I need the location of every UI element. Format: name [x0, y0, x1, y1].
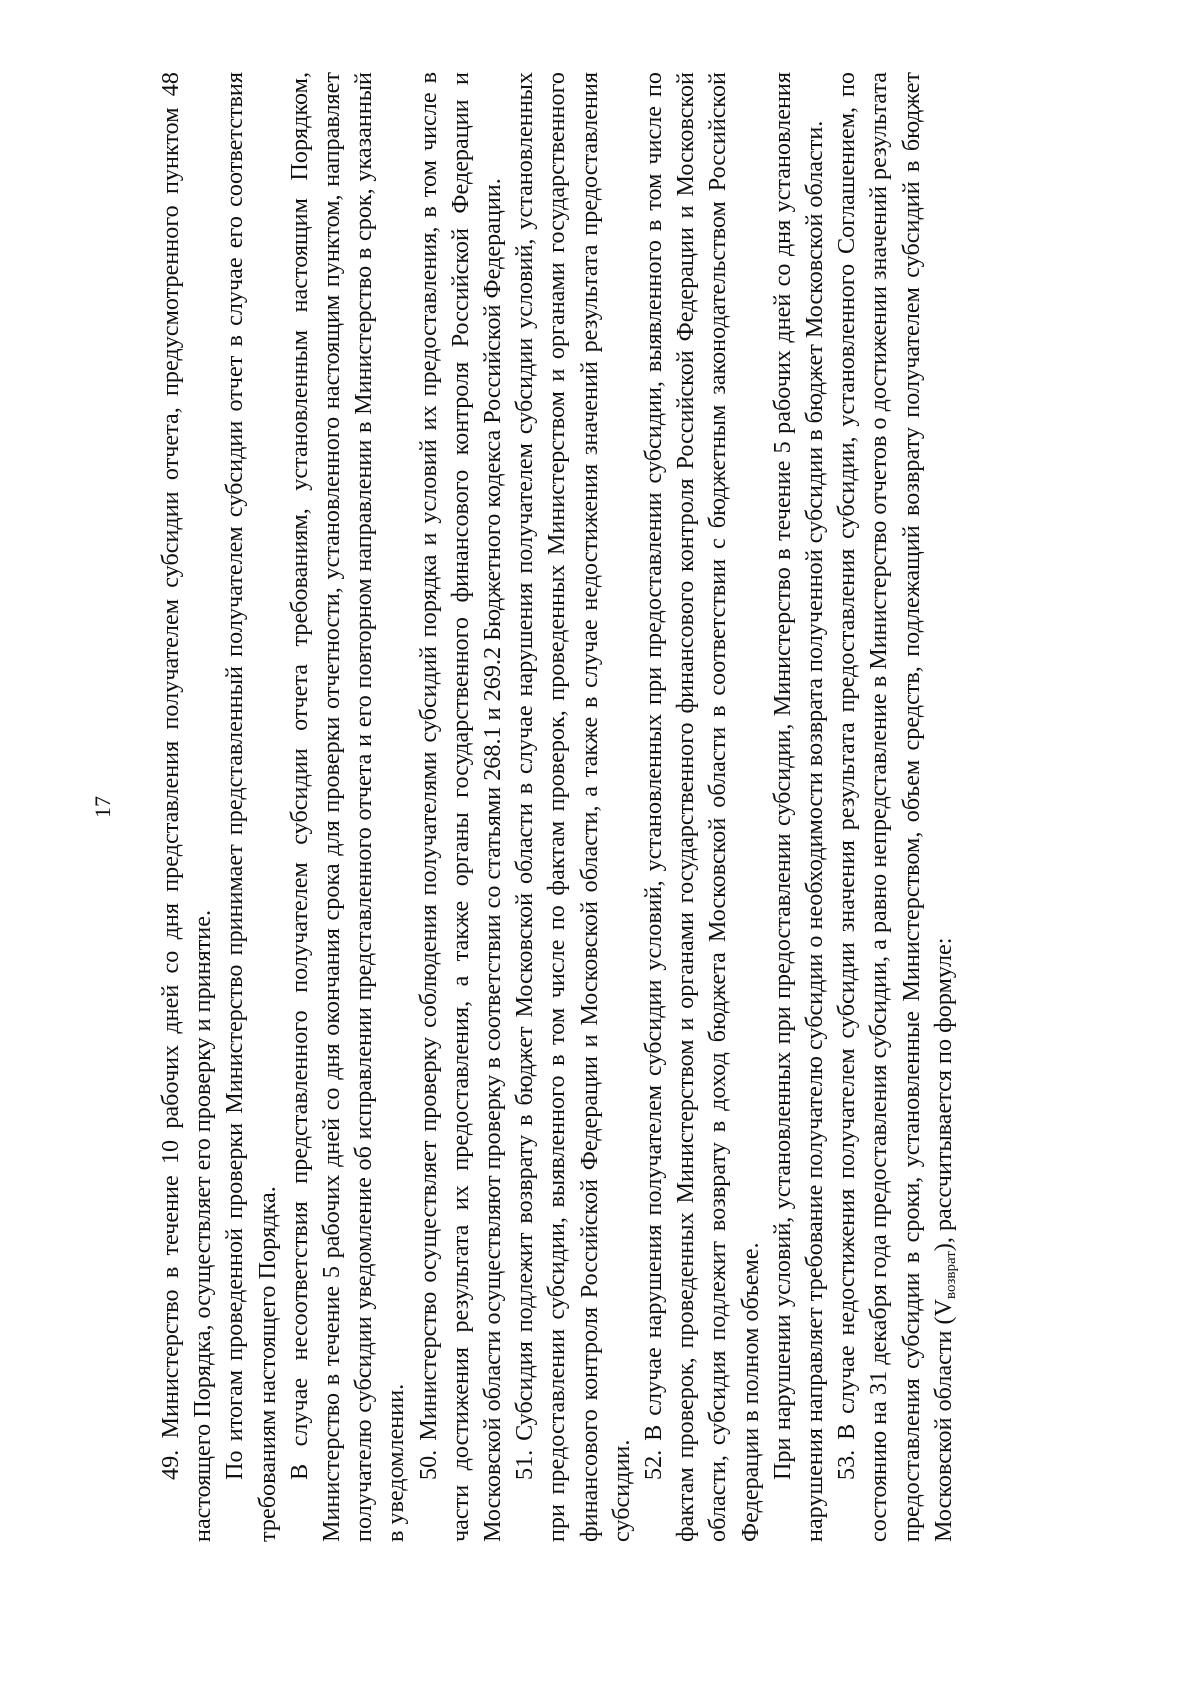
- paragraph-52-violation: При нарушении условий, установленных при предоставлении субсидии, Министерство в течение 5 рабочих дней со дня установления нарушения направляет требование получателю субсидии о необходимости возврата полученной субсидии в бюджет Московской области.: [768, 72, 829, 1542]
- paragraph-50: 50. Министерство осуществляет проверку соблюдения получателями субсидий порядка и условий их предоставления, в том числе в части достижения результата их предоставления, а также органы государственного финансового контроля Российской Федерации и Московской области осуществляют проверку в соответствии со статьями 268.1 и 269.2 Бюджетного кодекса Российской Федерации.: [414, 72, 507, 1542]
- paragraph-53-text-before: 53. В случае недостижения получателем субсидии значения результата предоставления субсидии, установленного Соглашением, по состоянию на 31 декабря года предоставления субсидии, а равно непредставление в Министерство отчетов о достижении значений результата предоставления субсидии в сроки, установленные Министерством, объем средств, подлежащий возврату получателем субсидий в бюджет Московской области (V: [833, 72, 957, 1542]
- paragraph-53: [831, 72, 960, 1542]
- paragraph-49: 49. Министерство в течение 10 рабочих дней со дня представления получателем субсидии отчета, предусмотренного пунктом 48 настоящего Порядка, осуществляет его проверку и принятие.: [157, 72, 217, 1542]
- paragraph-53-text-after: ), рассчитывается по формуле:: [929, 937, 957, 1252]
- paragraph-53-subscript: возврат: [942, 1251, 959, 1299]
- page-number: 17: [90, 796, 115, 818]
- paragraph-49-acceptance: По итогам проведенной проверки Министерство принимает представленный получателем субсидии отчет в случае его соответствия требованиям настоящего Порядка.: [221, 72, 281, 1542]
- paragraph-49-nonconformity: В случае несоответствия представленного получателем субсидии отчета требованиям, установленным настоящим Порядком, Министерство в течение 5 рабочих дней со дня окончания срока для проверки отчетности, установленного настоящим пунктом, направляет получателю субсидии уведомление об исправлении представленного отчета и его повторном направлении в Министерство в срок, указанный в уведомлении.: [285, 72, 410, 1542]
- rotated-document-sheet: [90, 72, 1055, 1542]
- paragraph-51: 51. Субсидия подлежит возврату в бюджет Московской области в случае нарушения получателем субсидии условий, установленных при предоставлении субсидии, выявленного в том числе по фактам проверок, проведенных Министерством и органами государственного финансового контроля Российской Федерации и Московской области, а также в случае недостижения значений результата предоставления субсидии.: [511, 72, 635, 1542]
- paragraph-52: 52. В случае нарушения получателем субсидии условий, установленных при предоставлении субсидии, выявленного в том числе по фактам проверок, проведенных Министерством и органами государственного финансового контроля Российской Федерации и Московской области, субсидия подлежит возврату в доход бюджета Московской области в соответствии с бюджетным законодательством Российской Федерации в полном объеме.: [640, 72, 764, 1542]
